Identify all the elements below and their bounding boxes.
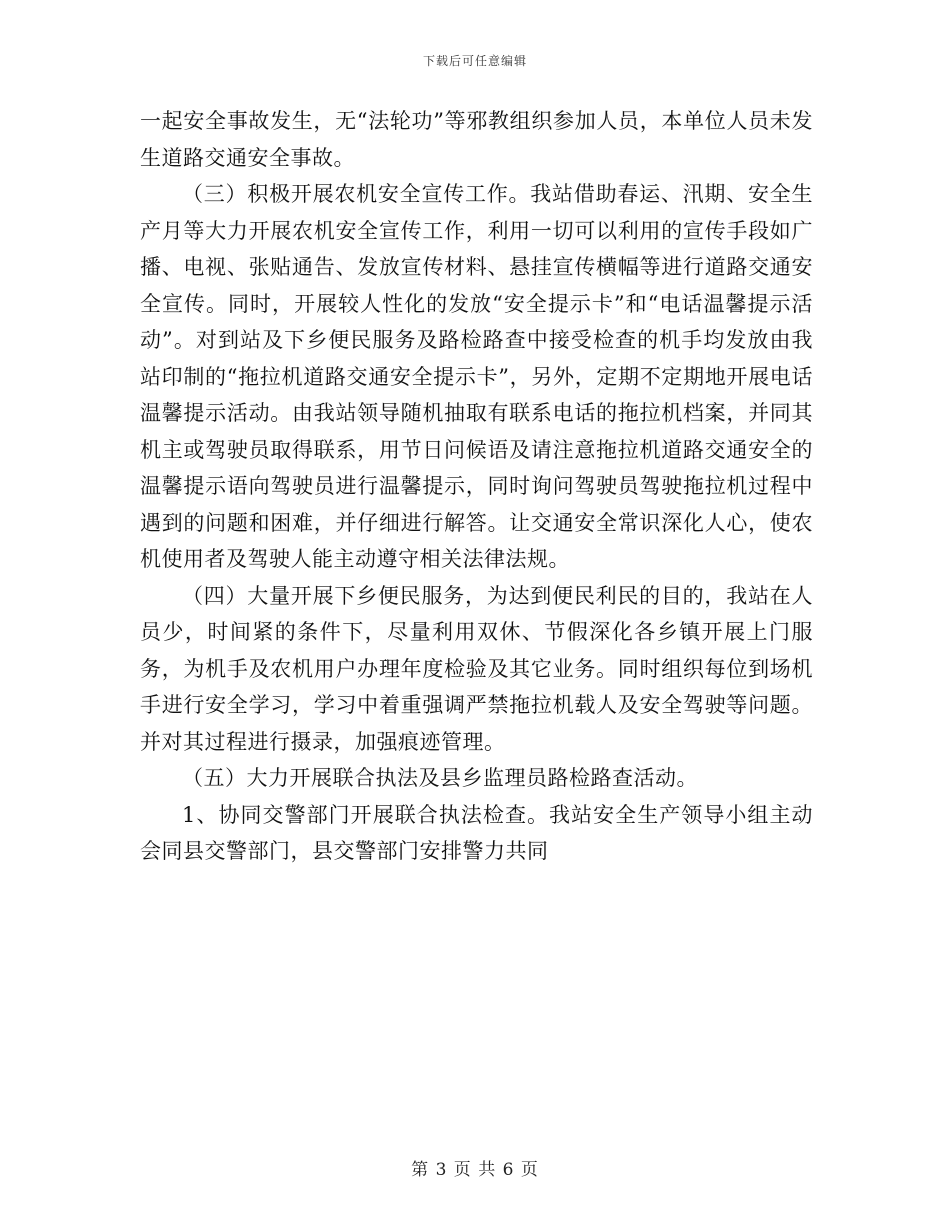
document-body (140, 103, 813, 870)
paragraph-3: （四）大量开展下乡便民服务，为达到便民利民的目的，我站在人员少，时间紧的条件下，尽量利用双休、节假深化各乡镇开展上门服务，为机手及农机用户办理年度检验及其它业务。同时组织每位到场机手进行安全学习，学习中着重强调严禁拖拉机载人及安全驾驶等问题。并对其过程进行摄录，加强痕迹管理。 (140, 583, 813, 754)
paragraph-1: 一起安全事故发生，无“法轮功”等邪教组织参加人员，本单位人员未发生道路交通安全事故。 (140, 109, 813, 170)
paragraph-2: （三）积极开展农机安全宣传工作。我站借助春运、汛期、安全生产月等大力开展农机安全宣传工作，利用一切可以利用的宣传手段如广播、电视、张贴通告、发放宣传材料、悬挂宣传横幅等进行道路交通安全宣传。同时，开展较人性化的发放“安全提示卡”和“电话温馨提示活动”。对到站及下乡便民服务及路检路查中接受检查的机手均发放由我站印制的“拖拉机道路交通安全提示卡”，另外，定期不定期地开展电话温馨提示活动。由我站领导随机抽取有联系电话的拖拉机档案，并同其机主或驾驶员取得联系，用节日问候语及请注意拖拉机道路交通安全的温馨提示语向驾驶员进行温馨提示，同时询问驾驶员驾驶拖拉机过程中遇到的问题和困难，并仔细进行解答。让交通安全常识深化人心，使农机使用者及驾驶人能主动遵守相关法律法规。 (140, 182, 813, 571)
paragraph-5: 1、协同交警部门开展联合执法检查。我站安全生产领导小组主动会同县交警部门，县交警部门安排警力共同 (140, 802, 813, 863)
page-header: 下载后可任意编辑 (422, 54, 527, 68)
paragraph-4: （五）大力开展联合执法及县乡监理员路检路查活动。 (182, 766, 698, 790)
page-number-footer: 第 3 页 共 6 页 (411, 1160, 539, 1180)
